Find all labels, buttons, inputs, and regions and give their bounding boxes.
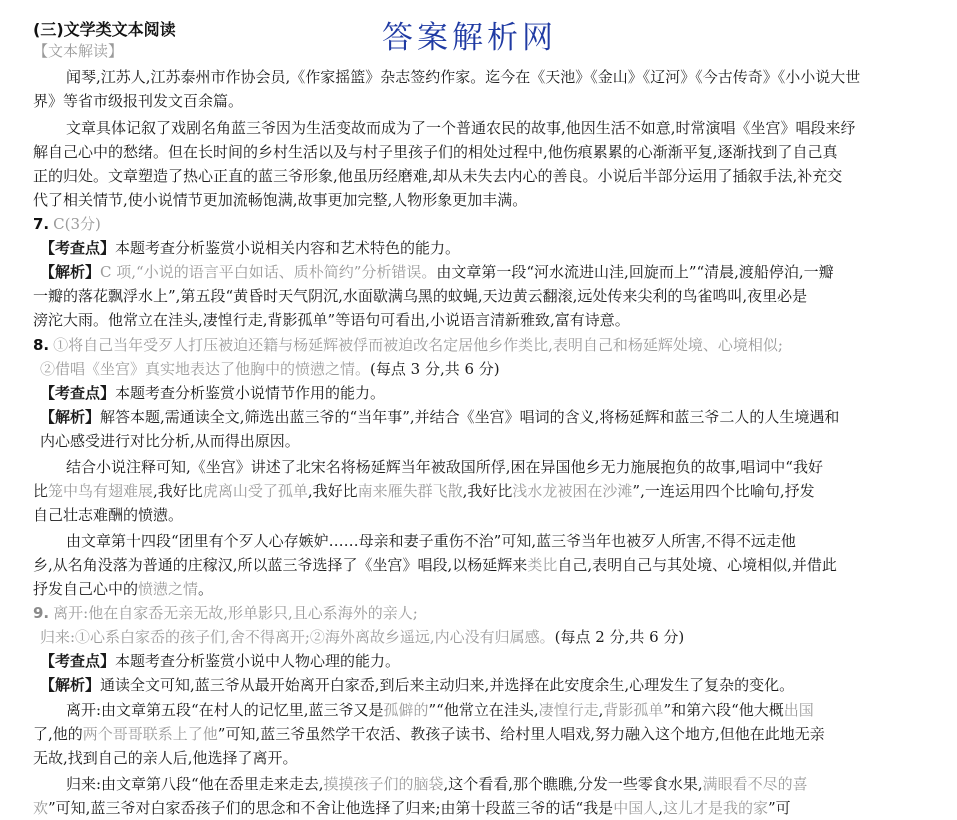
highlight-run: 虎离山受了孤单 [202, 482, 308, 500]
q9-para1-line [33, 722, 825, 746]
text-run: ”可知,蓝三爷虽然学干农活、教孩子读书、给村里人唱戏,努力融入这个地方,但他在此地无亲 [217, 725, 825, 743]
q8-answer [33, 333, 783, 357]
q8-para1-line: 结合小说注释可知,《坐宫》讲述了北宋名将杨延辉当年被敌国所俘,困在异国他乡无力施展抱负的故事,唱词中“我好 [66, 458, 823, 476]
summary-line: 代了相关情节,使小说情节更加流畅饱满,故事更加完整,人物形象更加丰满。 [33, 191, 528, 209]
text-run: ”可 [768, 799, 791, 817]
text-run: ,我好比 [462, 482, 513, 500]
kaodian-text: 本题考查分析鉴赏小说中人物心理的能力。 [115, 652, 401, 670]
q8-answer-line2 [40, 357, 500, 381]
q9-para1-line [66, 698, 814, 722]
highlight-run: 类比 [527, 556, 558, 574]
q8-score: (每点 3 分,共 6 分) [370, 360, 500, 378]
q9-answer-line2 [40, 625, 684, 649]
highlight-run: 笼中鸟有翅难展 [48, 482, 154, 500]
q7-jiexi [40, 260, 834, 284]
watermark-logo: 答案解析网 [382, 20, 557, 56]
text-run: 了,他的 [33, 725, 83, 743]
highlight-run: 愤懑之情 [138, 580, 199, 598]
text-run: 。 [198, 580, 214, 598]
q9-para2-line [66, 772, 808, 796]
text-run: ,这个看看,那个瞧瞧,分发一些零食水果, [443, 775, 703, 793]
highlight-run: 摸摸孩子们的脑袋 [323, 775, 444, 793]
q8-kaodian [40, 381, 385, 405]
text-run: ”和第六段“他大概 [663, 701, 784, 719]
q8-answer2: ②借唱《坐宫》真实地表达了他胸中的愤懑之情。 [40, 360, 371, 378]
q8-jiexi [40, 405, 839, 429]
text-run: ”“他常立在洼头, [428, 701, 539, 719]
text-run: , [598, 701, 604, 719]
kaodian-label: 【考查点】 [40, 239, 116, 257]
text-run: ”可知,蓝三爷对白家岙孩子们的思念和不舍让他选择了归来;由第十段蓝三爷的话“我是 [48, 799, 614, 817]
jiexi-text: 由文章第一段“河水流进山洼,回旋而上”“清晨,渡船停泊,一瓣 [436, 263, 834, 281]
q8-number: 8. [33, 336, 50, 354]
q8-para1-line [33, 479, 815, 503]
jiexi-gray: C 项,“小说的语言平白如话、质朴简约”分析错误。 [100, 263, 437, 281]
text-run: ,我好比 [307, 482, 358, 500]
q7-jiexi-line: 一瓣的落花飘浮水上”,第五段“黄昏时天气阴沉,水面歇满乌黑的蚊蝇,天边黄云翻滚,远处传来尖利的鸟雀鸣叫,夜里必是 [33, 287, 808, 305]
q9-para2-line [33, 796, 791, 820]
summary-line: 文章具体记叙了戏剧名角蓝三爷因为生活变故而成为了一个普通农民的故事,他因生活不如意,时常演唱《坐宫》唱段来纾 [66, 119, 856, 137]
q7-answer-text: C(3分) [53, 215, 101, 233]
text-run: 乡,从名角没落为普通的庄稼汉,所以蓝三爷选择了《坐宫》唱段,以杨延辉来 [33, 556, 528, 574]
kaodian-text: 本题考查分析鉴赏小说相关内容和艺术特色的能力。 [115, 239, 461, 257]
q9-answer1: 离开:他在自家岙无亲无故,形单影只,且心系海外的亲人; [53, 604, 418, 622]
q8-jiexi-line: 内心感受进行对比分析,从而得出原因。 [40, 432, 300, 450]
text-run: , [658, 799, 663, 817]
q7-answer [33, 212, 101, 236]
q7-kaodian [40, 236, 460, 260]
kaodian-text: 本题考查分析鉴赏小说情节作用的能力。 [115, 384, 386, 402]
q8-para1-line: 自己壮志难酬的愤懑。 [33, 506, 184, 524]
text-run: ,我好比 [153, 482, 203, 500]
text-run: 自己,表明自己与其处境、心境相似,并借此 [557, 556, 837, 574]
highlight-run: 浅水龙被困在沙滩 [512, 482, 633, 500]
text-run: 离开:由文章第五段“在村人的记忆里,蓝三爷又是 [66, 701, 384, 719]
q9-answer [33, 601, 418, 625]
jiexi-text: 解答本题,需通读全文,筛选出蓝三爷的“当年事”,并结合《坐宫》唱词的含义,将杨延辉和蓝三爷二人的人生境遇和 [100, 408, 840, 426]
q9-number: 9. [33, 604, 50, 622]
q9-score: (每点 2 分,共 6 分) [554, 628, 685, 646]
text-run: 比 [33, 482, 49, 500]
summary-line: 解自己心中的愁绪。但在长时间的乡村生活以及与村子里孩子们的相处过程中,他伤痕累累的心渐渐平复,逐渐找到了自己真 [33, 143, 838, 161]
kaodian-label: 【考查点】 [40, 652, 116, 670]
text-run: 抒发自己心中的 [33, 580, 139, 598]
highlight-run: 这儿才是我的家 [662, 799, 768, 817]
text-run: 归来:由文章第八段“他在岙里走来走去, [66, 775, 324, 793]
highlight-run: 中国人 [613, 799, 659, 817]
highlight-run: 出国 [783, 701, 814, 719]
jiexi-label: 【解析】 [40, 408, 101, 426]
section-title: (三)文学类文本阅读 [33, 20, 176, 39]
q9-answer2: 归来:①心系白家岙的孩子们,舍不得离开;②海外离故乡遥远,内心没有归属感。 [40, 628, 555, 646]
highlight-run: 凄惶行走 [538, 701, 599, 719]
jiexi-label: 【解析】 [40, 263, 101, 281]
highlight-run: 满眼看不尽的喜 [702, 775, 808, 793]
q7-number: 7. [33, 215, 50, 233]
jiexi-label: 【解析】 [40, 676, 101, 694]
kaodian-label: 【考查点】 [40, 384, 116, 402]
jiexi-text: 通读全文可知,蓝三爷从最开始离开白家岙,到后来主动归来,并选择在此安度余生,心理发生了复杂的变化。 [100, 676, 795, 694]
q7-jiexi-line: 滂沱大雨。他常立在洼头,凄惶行走,背影孤单”等语句可看出,小说语言清新雅致,富有诗意。 [33, 311, 630, 329]
q8-para2-line: 由文章第十四段“团里有个歹人心存嫉妒……母亲和妻子重伤不治”可知,蓝三爷当年也被歹人所害,不得不远走他 [66, 532, 796, 550]
summary-line: 正的归处。文章塑造了热心正直的蓝三爷形象,他虽历经磨难,却从未失去内心的善良。小说后半部分运用了插叙手法,补充交 [33, 167, 843, 185]
q8-para2-line [33, 577, 213, 601]
text-run: ”,一连运用四个比喻句,抒发 [632, 482, 815, 500]
subheading: 【文本解读】 [33, 42, 124, 60]
intro-line: 界》等省市级报刊发文百余篇。 [33, 92, 244, 110]
q9-para1-line: 无故,找到自己的亲人后,他选择了离开。 [33, 749, 298, 767]
q8-para2-line [33, 553, 837, 577]
highlight-run: 南来雁失群飞散 [357, 482, 463, 500]
q9-kaodian [40, 649, 400, 673]
highlight-run: 背影孤单 [603, 701, 664, 719]
highlight-run: 欢 [33, 799, 49, 817]
q9-jiexi [40, 673, 794, 697]
highlight-run: 孤僻的 [383, 701, 429, 719]
intro-line: 闻琴,江苏人,江苏泰州市作协会员,《作家摇篮》杂志签约作家。迄今在《天池》《金山》《辽河》《今古传奇》《小小说大世 [66, 68, 861, 86]
q8-answer1: ①将自己当年受歹人打压被迫还籍与杨延辉被俘而被迫改名定居他乡作类比,表明自己和杨延辉处境、心境相似; [53, 336, 783, 354]
highlight-run: 两个哥哥联系上了他 [82, 725, 218, 743]
